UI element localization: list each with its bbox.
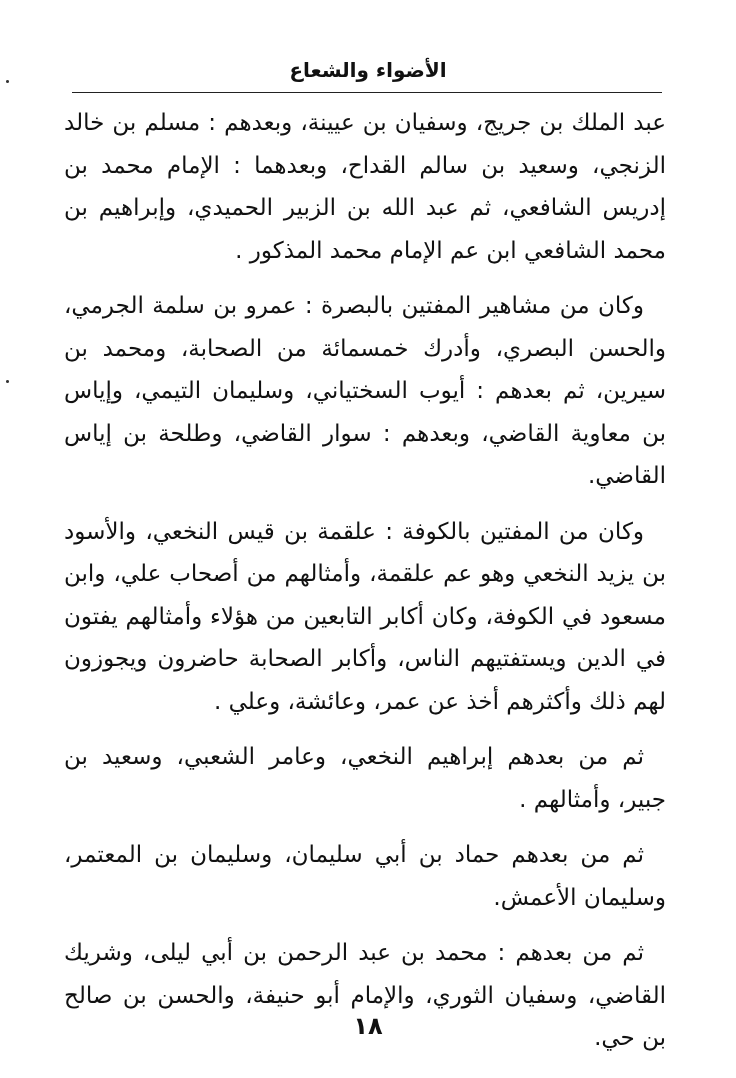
paragraph-4: ثم من بعدهم إبراهيم النخعي، وعامر الشعبي، وسعيد بن جبير، وأمثالهم . (64, 744, 666, 813)
paragraph-5: ثم من بعدهم حماد بن أبي سليمان، وسليمان بن المعتمر، وسليمان الأعمش. (64, 842, 666, 911)
paragraph-2: وكان من مشاهير المفتين بالبصرة : عمرو بن سلمة الجرمي، والحسن البصري، وأدرك خمسمائة من الصحابة، ومحمد بن سيرين، ثم بعدهم : أيوب السختياني، وسليمان التيمي، وإياس بن معاوية القاضي، وبعدهم : سوار القاضي، وطلحة بن إياس القاضي. (64, 293, 666, 489)
header-rule (72, 92, 662, 93)
running-title: الأضواء والشعاع (289, 58, 447, 82)
paragraph-1: عبد الملك بن جريج، وسفيان بن عيينة، وبعدهم : مسلم بن خالد الزنجي، وسعيد بن سالم القداح، وبعدهما : الإمام محمد بن إدريس الشافعي، ثم عبد الله بن الزبير الحميدي، وإبراهيم بن محمد الشافعي ابن عم الإمام محمد المذكور . (64, 110, 666, 264)
body-text (64, 102, 666, 1073)
page-number: ١٨ (353, 1012, 383, 1040)
scan-mark (6, 380, 9, 383)
paragraph-3: وكان من المفتين بالكوفة : علقمة بن قيس النخعي، والأسود بن يزيد النخعي وهو عم علقمة، وأمثالهم من أصحاب علي، وابن مسعود في الكوفة، وكان أكابر التابعين من هؤلاء وأمثالهم يفتون في الدين ويستفتيهم الناس، وأكابر الصحابة حاضرون ويجوزون لهم ذلك وأكثرهم أخذ عن عمر، وعائشة، وعلي . (64, 518, 666, 715)
paragraph-6: ثم من بعدهم : محمد بن عبد الرحمن بن أبي ليلى، وشريك القاضي، وسفيان الثوري، والإمام أبو حنيفة، والحسن بن صالح بن حي. (64, 940, 666, 1051)
scan-mark (6, 80, 9, 83)
